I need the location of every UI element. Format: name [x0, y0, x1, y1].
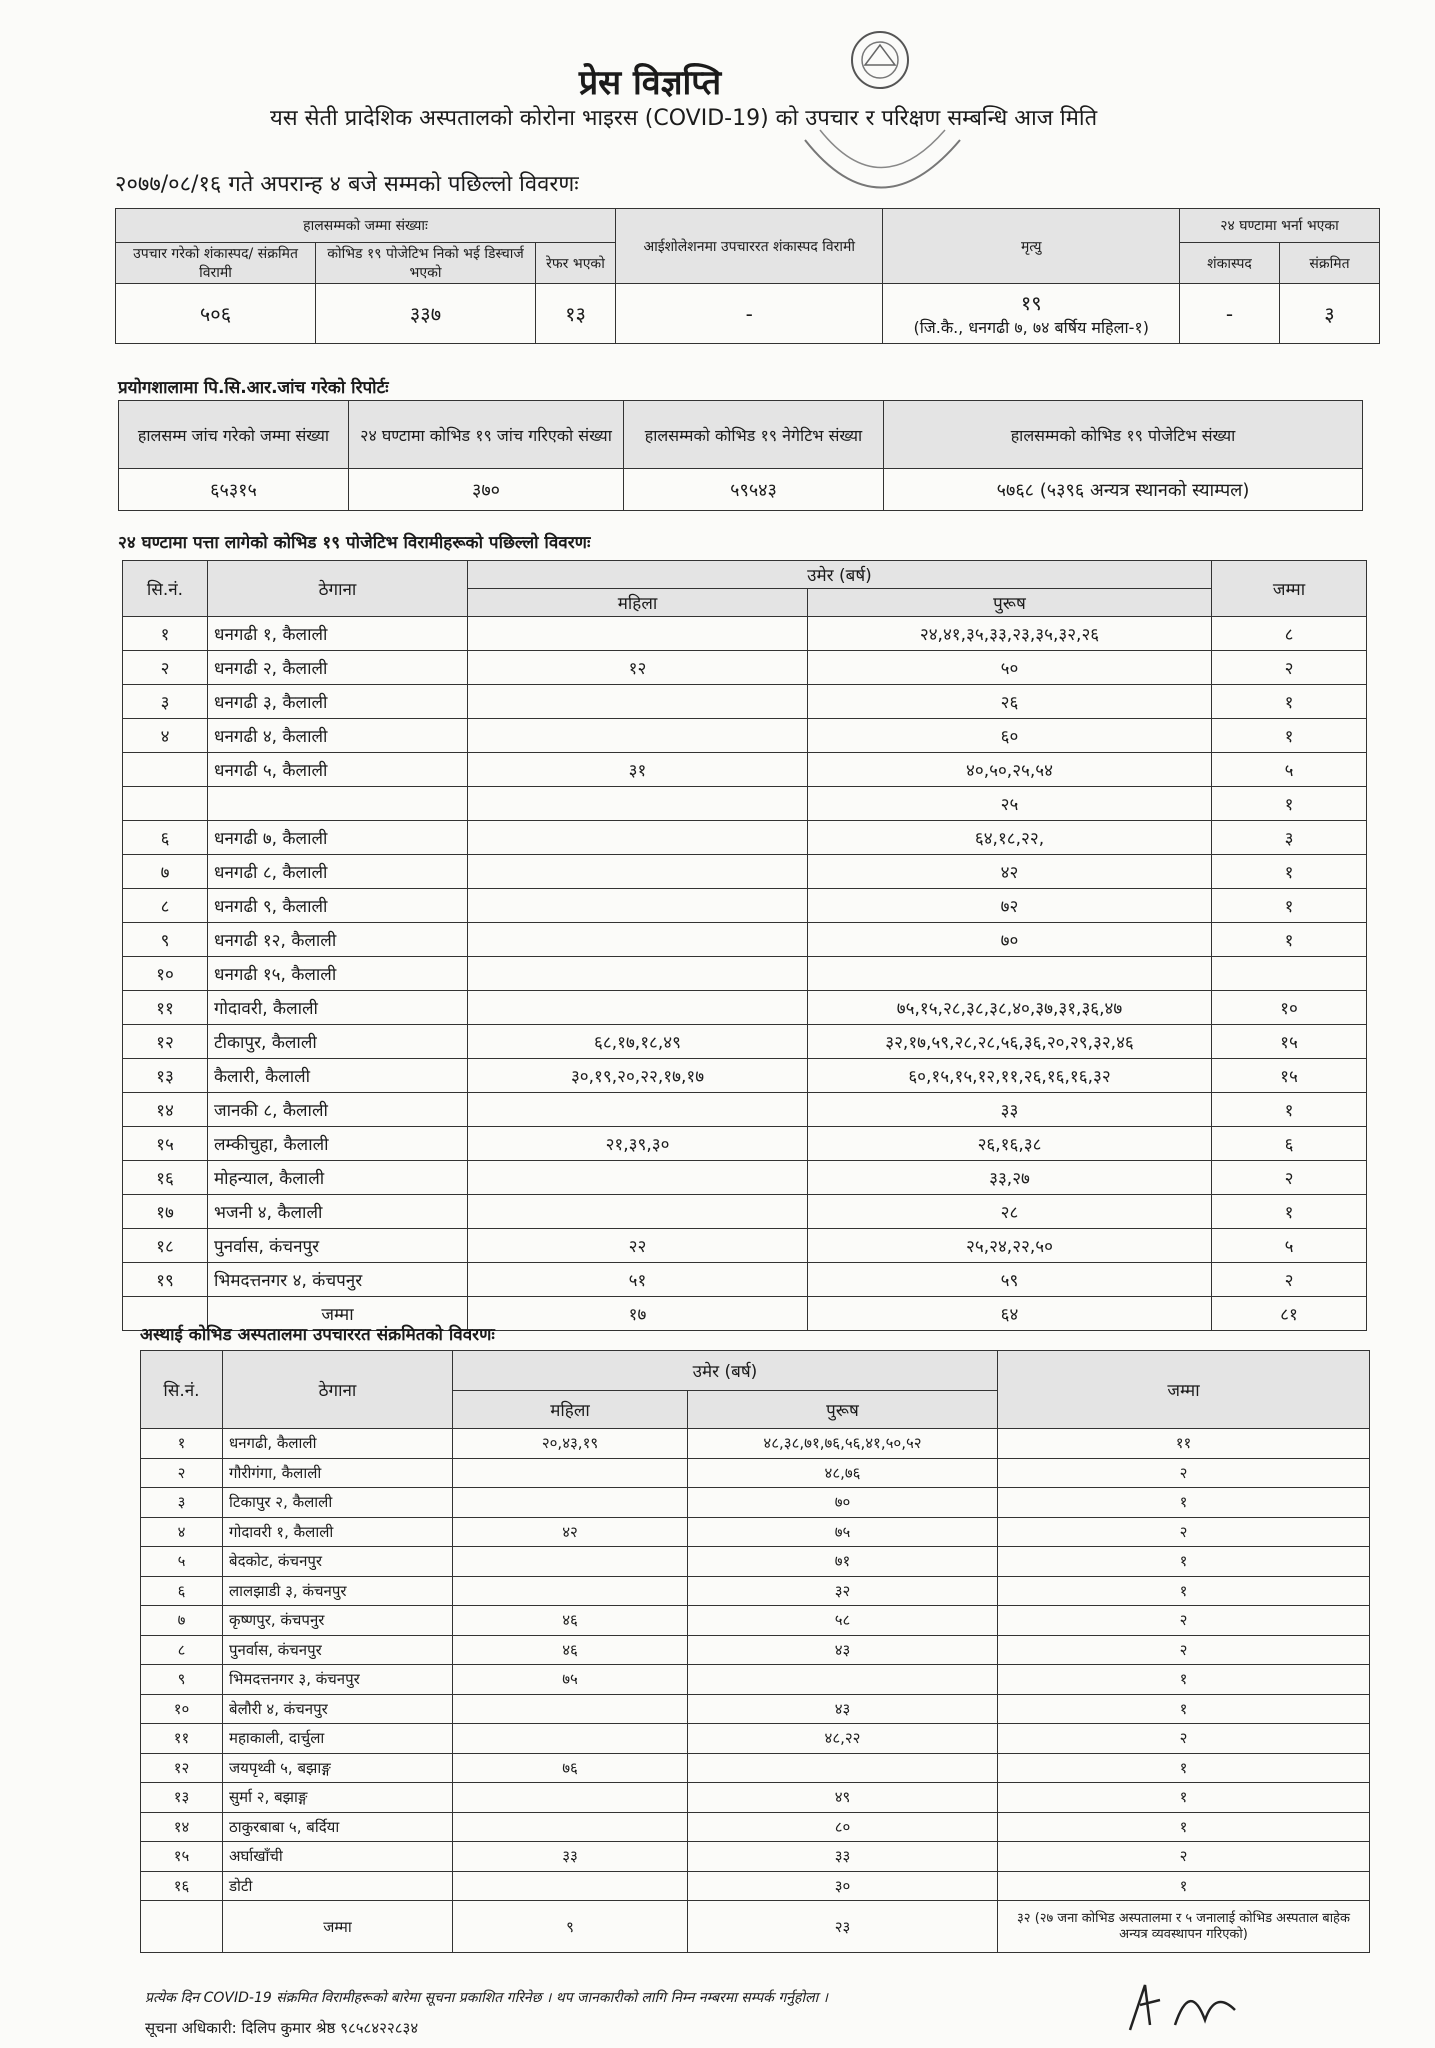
- row-male-ages: ३२: [688, 1576, 998, 1606]
- row-address: पुनर्वास, कंचनपुर: [208, 1229, 468, 1263]
- death-count: १९: [1020, 291, 1042, 315]
- row-sn: ११: [141, 1724, 223, 1754]
- row-female-ages: ४६: [453, 1606, 688, 1636]
- row-total: १५: [1212, 1025, 1367, 1059]
- row-male-ages: ४३: [688, 1635, 998, 1665]
- row-male-ages: ७५,१५,२८,३८,३८,४०,३७,३१,३६,४७: [808, 991, 1212, 1025]
- row-female-ages: [468, 787, 808, 821]
- row-sn: १५: [123, 1127, 208, 1161]
- table-row: [123, 1093, 1367, 1127]
- row-address: [208, 787, 468, 821]
- summary-table: [115, 208, 1380, 344]
- row-sn: ९: [123, 923, 208, 957]
- row-female-ages: [468, 685, 808, 719]
- intro-line-2: २०७७/०८/१६ गते अपरान्ह ४ बजे सम्मको पछिल्लो विवरणः: [115, 172, 579, 197]
- row-female-ages: ७६: [453, 1753, 688, 1783]
- table-row: [141, 1488, 1370, 1518]
- row-address: धनगढी ८, कैलाली: [208, 855, 468, 889]
- row-male-ages: ६०,१५,१५,१२,११,२६,१६,१६,३२: [808, 1059, 1212, 1093]
- row-total: १: [998, 1576, 1370, 1606]
- row-male-ages: ३३,२७: [808, 1161, 1212, 1195]
- row-total: २: [998, 1517, 1370, 1547]
- header-treated: उपचार गरेको शंकास्पद/ संक्रमित विरामी: [116, 243, 316, 284]
- value-total-tested: ६५३१५: [119, 469, 349, 511]
- row-address: जानकी ८, कैलाली: [208, 1093, 468, 1127]
- row-female-ages: ६८,१७,१८,४९: [468, 1025, 808, 1059]
- row-female-ages: [453, 1724, 688, 1754]
- table-row: [123, 855, 1367, 889]
- row-total: २: [1212, 651, 1367, 685]
- row-male-ages: ७०: [808, 923, 1212, 957]
- row-female-ages: [468, 821, 808, 855]
- row-total: [1212, 957, 1367, 991]
- row-total: ६: [1212, 1127, 1367, 1161]
- row-male-ages: ६४,१८,२२,: [808, 821, 1212, 855]
- table-row: [123, 1195, 1367, 1229]
- row-total: १०: [1212, 991, 1367, 1025]
- row-address: कैलारी, कैलाली: [208, 1059, 468, 1093]
- row-female-ages: [468, 617, 808, 651]
- row-male-ages: ४३: [688, 1694, 998, 1724]
- row-male-ages: २६: [808, 685, 1212, 719]
- death-note: (जि.कै., धनगढी ७, ७४ बर्षिय महिला-१): [913, 318, 1149, 337]
- row-total: १५: [1212, 1059, 1367, 1093]
- table-row: [141, 1429, 1370, 1459]
- table-row: [141, 1606, 1370, 1636]
- temporary-table: [140, 1350, 1370, 1953]
- total-label: जम्मा: [223, 1901, 453, 1953]
- row-male-ages: २८: [808, 1195, 1212, 1229]
- total-label: जम्मा: [208, 1297, 468, 1331]
- row-female-ages: [468, 1161, 808, 1195]
- table-row: [141, 1812, 1370, 1842]
- table-row: [123, 889, 1367, 923]
- row-address: जयपृथ्वी ५, बझाङ्ग: [223, 1753, 453, 1783]
- row-sn: ८: [123, 889, 208, 923]
- row-address: लालझाडी ३, कंचनपुर: [223, 1576, 453, 1606]
- row-address: गौरीगंगा, कैलाली: [223, 1458, 453, 1488]
- row-female-ages: [453, 1694, 688, 1724]
- row-male-ages: ५०: [808, 651, 1212, 685]
- row-total: १: [1212, 787, 1367, 821]
- row-female-ages: ४६: [453, 1635, 688, 1665]
- row-sn: ८: [141, 1635, 223, 1665]
- row-address: धनगढी ९, कैलाली: [208, 889, 468, 923]
- row-male-ages: ४२: [808, 855, 1212, 889]
- row-address: सुर्मा २, बझाङ्ग: [223, 1783, 453, 1813]
- value-isolation: -: [616, 284, 883, 344]
- row-sn: ७: [141, 1606, 223, 1636]
- row-total: १: [1212, 855, 1367, 889]
- table-row: [123, 991, 1367, 1025]
- row-female-ages: ३३: [453, 1842, 688, 1872]
- row-sn: ३: [141, 1488, 223, 1518]
- header-sn: सि.नं.: [141, 1351, 223, 1429]
- row-female-ages: २१,३९,३०: [468, 1127, 808, 1161]
- table-row: [141, 1576, 1370, 1606]
- row-sn: ४: [123, 719, 208, 753]
- row-female-ages: [453, 1871, 688, 1901]
- header-infected: संक्रमित: [1280, 243, 1380, 284]
- row-address: डोटी: [223, 1871, 453, 1901]
- total-male: ६४: [808, 1297, 1212, 1331]
- table-row: [141, 1871, 1370, 1901]
- header-sn: सि.नं.: [123, 561, 208, 617]
- table-row: [141, 1753, 1370, 1783]
- row-female-ages: [468, 923, 808, 957]
- row-sn: १८: [123, 1229, 208, 1263]
- row-address: बेलौरी ४, कंचनपुर: [223, 1694, 453, 1724]
- row-sn: [123, 787, 208, 821]
- row-address: गोदावरी १, कैलाली: [223, 1517, 453, 1547]
- row-total: २: [998, 1724, 1370, 1754]
- row-sn: ७: [123, 855, 208, 889]
- value-positive: ५७६८ (५३९६ अन्यत्र स्थानको स्याम्पल): [884, 469, 1363, 511]
- row-address: कृष्णपुर, कंचपनुर: [223, 1606, 453, 1636]
- row-address: धनगढी १२, कैलाली: [208, 923, 468, 957]
- row-total: १: [1212, 719, 1367, 753]
- row-address: धनगढी ३, कैलाली: [208, 685, 468, 719]
- row-total: ११: [998, 1429, 1370, 1459]
- table-row: [141, 1724, 1370, 1754]
- row-female-ages: [453, 1547, 688, 1577]
- row-female-ages: ७५: [453, 1665, 688, 1695]
- table-row: [141, 1694, 1370, 1724]
- header-total-count: हालसम्मको जम्मा संख्याः: [116, 209, 616, 243]
- total-all: ३२ (२७ जना कोभिड अस्पतालमा र ५ जनालाई कोभिड अस्पताल बाहेक अन्यत्र व्यवस्थापन गरिएको): [998, 1901, 1370, 1953]
- row-sn: १६: [141, 1871, 223, 1901]
- row-total: २: [998, 1606, 1370, 1636]
- header-isolation: आईशोलेशनमा उपचाररत शंकास्पद विरामी: [616, 209, 883, 284]
- row-total: १: [998, 1694, 1370, 1724]
- row-female-ages: [468, 957, 808, 991]
- row-address: अर्घाखाँची: [223, 1842, 453, 1872]
- value-suspected: -: [1180, 284, 1280, 344]
- row-female-ages: [468, 719, 808, 753]
- row-male-ages: ५८: [688, 1606, 998, 1636]
- table-row: [123, 957, 1367, 991]
- row-sn: १०: [123, 957, 208, 991]
- row-total: १: [998, 1812, 1370, 1842]
- table-row: [141, 1665, 1370, 1695]
- row-total: २: [1212, 1263, 1367, 1297]
- table-row: [123, 923, 1367, 957]
- row-male-ages: [808, 957, 1212, 991]
- row-male-ages: २६,१६,३८: [808, 1127, 1212, 1161]
- row-sn: ६: [123, 821, 208, 855]
- row-female-ages: २२: [468, 1229, 808, 1263]
- value-treated: ५०६: [116, 284, 316, 344]
- row-total: १: [1212, 1093, 1367, 1127]
- row-sn: २: [123, 651, 208, 685]
- row-female-ages: ४२: [453, 1517, 688, 1547]
- row-address: धनगढी २, कैलाली: [208, 651, 468, 685]
- header-suspected: शंकास्पद: [1180, 243, 1280, 284]
- row-male-ages: ५९: [808, 1263, 1212, 1297]
- row-address: मोहन्याल, कैलाली: [208, 1161, 468, 1195]
- header-death: मृत्यु: [883, 209, 1180, 284]
- row-male-ages: ४८,२२: [688, 1724, 998, 1754]
- table-row: [141, 1458, 1370, 1488]
- table-row: [123, 1229, 1367, 1263]
- information-officer: सूचना अधिकारी: दिलिप कुमार श्रेष्ठ ९८५८४२२८३४: [145, 2019, 419, 2037]
- header-female: महिला: [453, 1391, 688, 1429]
- row-sn: १७: [123, 1195, 208, 1229]
- row-address: महाकाली, दार्चुला: [223, 1724, 453, 1754]
- header-referred: रेफर भएको: [536, 243, 616, 284]
- header-address: ठेगाना: [208, 561, 468, 617]
- row-sn: १: [141, 1429, 223, 1459]
- header-address: ठेगाना: [223, 1351, 453, 1429]
- row-total: १: [1212, 1195, 1367, 1229]
- row-address: धनगढी, कैलाली: [223, 1429, 453, 1459]
- row-sn: १५: [141, 1842, 223, 1872]
- header-age: उमेर (बर्ष): [453, 1351, 998, 1391]
- row-total: १: [998, 1753, 1370, 1783]
- footnote: प्रत्येक दिन COVID-19 संक्रमित विरामीहरूको बारेमा सूचना प्रकाशित गरिनेछ । थप जानकारीको लागि निम्न नम्बरमा सम्पर्क गर्नुहोला ।: [145, 1990, 828, 2006]
- row-total: १: [1212, 889, 1367, 923]
- lab-heading: प्रयोगशालामा पि.सि.आर.जांच गरेको रिपोर्टः: [118, 378, 389, 398]
- header-total: जम्मा: [1212, 561, 1367, 617]
- value-death: [883, 284, 1180, 344]
- row-male-ages: २५,२४,२२,५०: [808, 1229, 1212, 1263]
- row-female-ages: [468, 1093, 808, 1127]
- row-total: १: [998, 1783, 1370, 1813]
- row-sn: ९: [141, 1665, 223, 1695]
- table-row: [123, 753, 1367, 787]
- row-male-ages: ४०,५०,२५,५४: [808, 753, 1212, 787]
- header-24hr-admitted: २४ घण्टामा भर्ना भएका: [1180, 209, 1380, 243]
- total-all: ८१: [1212, 1297, 1367, 1331]
- row-address: गोदावरी, कैलाली: [208, 991, 468, 1025]
- row-male-ages: [688, 1665, 998, 1695]
- row-male-ages: २५: [808, 787, 1212, 821]
- table-row: [141, 1517, 1370, 1547]
- total-female: ९: [453, 1901, 688, 1953]
- row-total: १: [1212, 923, 1367, 957]
- intro-line-1: यस सेती प्रादेशिक अस्पतालको कोरोना भाइरस (COVID-19) को उपचार र परिक्षण सम्बन्धि आज मिति: [270, 106, 1098, 131]
- table-row: [123, 685, 1367, 719]
- header-positive: हालसम्मको कोभिड १९ पोजेटिभ संख्या: [884, 401, 1363, 469]
- row-total: ५: [1212, 753, 1367, 787]
- row-female-ages: [453, 1458, 688, 1488]
- row-total: १: [998, 1547, 1370, 1577]
- row-address: धनगढी ४, कैलाली: [208, 719, 468, 753]
- table-row: [123, 1263, 1367, 1297]
- value-24hr-tested: ३७०: [349, 469, 624, 511]
- row-total: १: [998, 1488, 1370, 1518]
- header-male: पुरूष: [688, 1391, 998, 1429]
- total-male: २३: [688, 1901, 998, 1953]
- row-sn: ११: [123, 991, 208, 1025]
- row-male-ages: ७२: [808, 889, 1212, 923]
- value-negative: ५९५४३: [624, 469, 884, 511]
- row-sn: [123, 753, 208, 787]
- row-female-ages: ३०,१९,२०,२२,१७,१७: [468, 1059, 808, 1093]
- row-male-ages: ४८,३८,७१,७६,५६,४१,५०,५२: [688, 1429, 998, 1459]
- row-male-ages: ८०: [688, 1812, 998, 1842]
- row-male-ages: ७५: [688, 1517, 998, 1547]
- row-total: २: [1212, 1161, 1367, 1195]
- row-sn: ६: [141, 1576, 223, 1606]
- header-discharged: कोभिड १९ पोजेटिभ निको भई डिस्चार्ज भएको: [316, 243, 536, 284]
- row-sn: १६: [123, 1161, 208, 1195]
- row-male-ages: ३३: [808, 1093, 1212, 1127]
- row-address: धनगढी ७, कैलाली: [208, 821, 468, 855]
- table-row: [123, 821, 1367, 855]
- row-total: १: [1212, 685, 1367, 719]
- row-female-ages: [468, 855, 808, 889]
- table-row: [141, 1635, 1370, 1665]
- row-address: धनगढी ५, कैलाली: [208, 753, 468, 787]
- row-female-ages: [453, 1488, 688, 1518]
- row-total: ३: [1212, 821, 1367, 855]
- row-sn: १२: [141, 1753, 223, 1783]
- row-sn: १२: [123, 1025, 208, 1059]
- total-female: १७: [468, 1297, 808, 1331]
- positive24-table: [122, 560, 1367, 1331]
- signature-icon: [1120, 1970, 1300, 2040]
- row-sn: २: [141, 1458, 223, 1488]
- row-male-ages: ४९: [688, 1783, 998, 1813]
- row-female-ages: [453, 1576, 688, 1606]
- row-total: २: [998, 1635, 1370, 1665]
- temporary-heading: अस्थाई कोभिड अस्पतालमा उपचाररत संक्रमितको विवरणः: [140, 1325, 495, 1345]
- row-total: ५: [1212, 1229, 1367, 1263]
- row-sn: ३: [123, 685, 208, 719]
- row-sn: १०: [141, 1694, 223, 1724]
- table-row: [123, 617, 1367, 651]
- table-row: [141, 1842, 1370, 1872]
- table-row: [123, 1161, 1367, 1195]
- row-address: टिकापुर २, कैलाली: [223, 1488, 453, 1518]
- header-age: उमेर (बर्ष): [468, 561, 1212, 589]
- row-total: २: [998, 1458, 1370, 1488]
- row-address: धनगढी १५, कैलाली: [208, 957, 468, 991]
- row-female-ages: [468, 991, 808, 1025]
- row-address: भिमदत्तनगर ४, कंचपनुर: [208, 1263, 468, 1297]
- header-negative: हालसम्मको कोभिड १९ नेगेटिभ संख्या: [624, 401, 884, 469]
- row-male-ages: ३०: [688, 1871, 998, 1901]
- row-male-ages: [688, 1753, 998, 1783]
- row-total: १: [998, 1871, 1370, 1901]
- header-female: महिला: [468, 589, 808, 617]
- row-total: २: [998, 1842, 1370, 1872]
- row-address: ठाकुरबाबा ५, बर्दिया: [223, 1812, 453, 1842]
- row-female-ages: [468, 889, 808, 923]
- row-male-ages: ७०: [688, 1488, 998, 1518]
- row-sn: १३: [141, 1783, 223, 1813]
- value-infected: ३: [1280, 284, 1380, 344]
- table-row: [123, 787, 1367, 821]
- row-address: भिमदत्तनगर ३, कंचनपुर: [223, 1665, 453, 1695]
- value-referred: १३: [536, 284, 616, 344]
- row-sn: १४: [123, 1093, 208, 1127]
- row-total: १: [998, 1665, 1370, 1695]
- row-male-ages: २४,४१,३५,३३,२३,३५,३२,२६: [808, 617, 1212, 651]
- row-address: भजनी ४, कैलाली: [208, 1195, 468, 1229]
- table-row: [141, 1547, 1370, 1577]
- row-sn: ४: [141, 1517, 223, 1547]
- row-female-ages: ३१: [468, 753, 808, 787]
- table-row: [141, 1783, 1370, 1813]
- value-discharged: ३३७: [316, 284, 536, 344]
- row-address: लम्कीचुहा, कैलाली: [208, 1127, 468, 1161]
- row-total: ८: [1212, 617, 1367, 651]
- row-female-ages: [468, 1195, 808, 1229]
- row-female-ages: २०,४३,१९: [453, 1429, 688, 1459]
- table-row: [123, 651, 1367, 685]
- row-male-ages: ३३: [688, 1842, 998, 1872]
- row-female-ages: १२: [468, 651, 808, 685]
- row-address: धनगढी १, कैलाली: [208, 617, 468, 651]
- row-sn: १४: [141, 1812, 223, 1842]
- table-row: [123, 1127, 1367, 1161]
- row-sn: १९: [123, 1263, 208, 1297]
- row-female-ages: [453, 1783, 688, 1813]
- lab-table: [118, 400, 1363, 511]
- table-row: [123, 1059, 1367, 1093]
- header-total-tested: हालसम्म जांच गरेको जम्मा संख्या: [119, 401, 349, 469]
- header-male: पुरूष: [808, 589, 1212, 617]
- row-address: बेदकोट, कंचनपुर: [223, 1547, 453, 1577]
- row-male-ages: ४८,७६: [688, 1458, 998, 1488]
- row-male-ages: ७१: [688, 1547, 998, 1577]
- row-sn: १: [123, 617, 208, 651]
- row-address: टीकापुर, कैलाली: [208, 1025, 468, 1059]
- table-row: [123, 719, 1367, 753]
- header-24hr-tested: २४ घण्टामा कोभिड १९ जांच गरिएको संख्या: [349, 401, 624, 469]
- positive24-heading: २४ घण्टामा पत्ता लागेको कोभिड १९ पोजेटिभ विरामीहरूको पछिल्लो विवरणः: [118, 533, 591, 553]
- page-title: प्रेस विज्ञप्ति: [578, 63, 722, 103]
- row-male-ages: ६०: [808, 719, 1212, 753]
- row-address: पुनर्वास, कंचनपुर: [223, 1635, 453, 1665]
- row-sn: ५: [141, 1547, 223, 1577]
- row-male-ages: ३२,१७,५९,२८,२८,५६,३६,२०,२९,३२,४६: [808, 1025, 1212, 1059]
- row-female-ages: [453, 1812, 688, 1842]
- table-row: [123, 1025, 1367, 1059]
- row-female-ages: ५१: [468, 1263, 808, 1297]
- row-sn: १३: [123, 1059, 208, 1093]
- header-total: जम्मा: [998, 1351, 1370, 1429]
